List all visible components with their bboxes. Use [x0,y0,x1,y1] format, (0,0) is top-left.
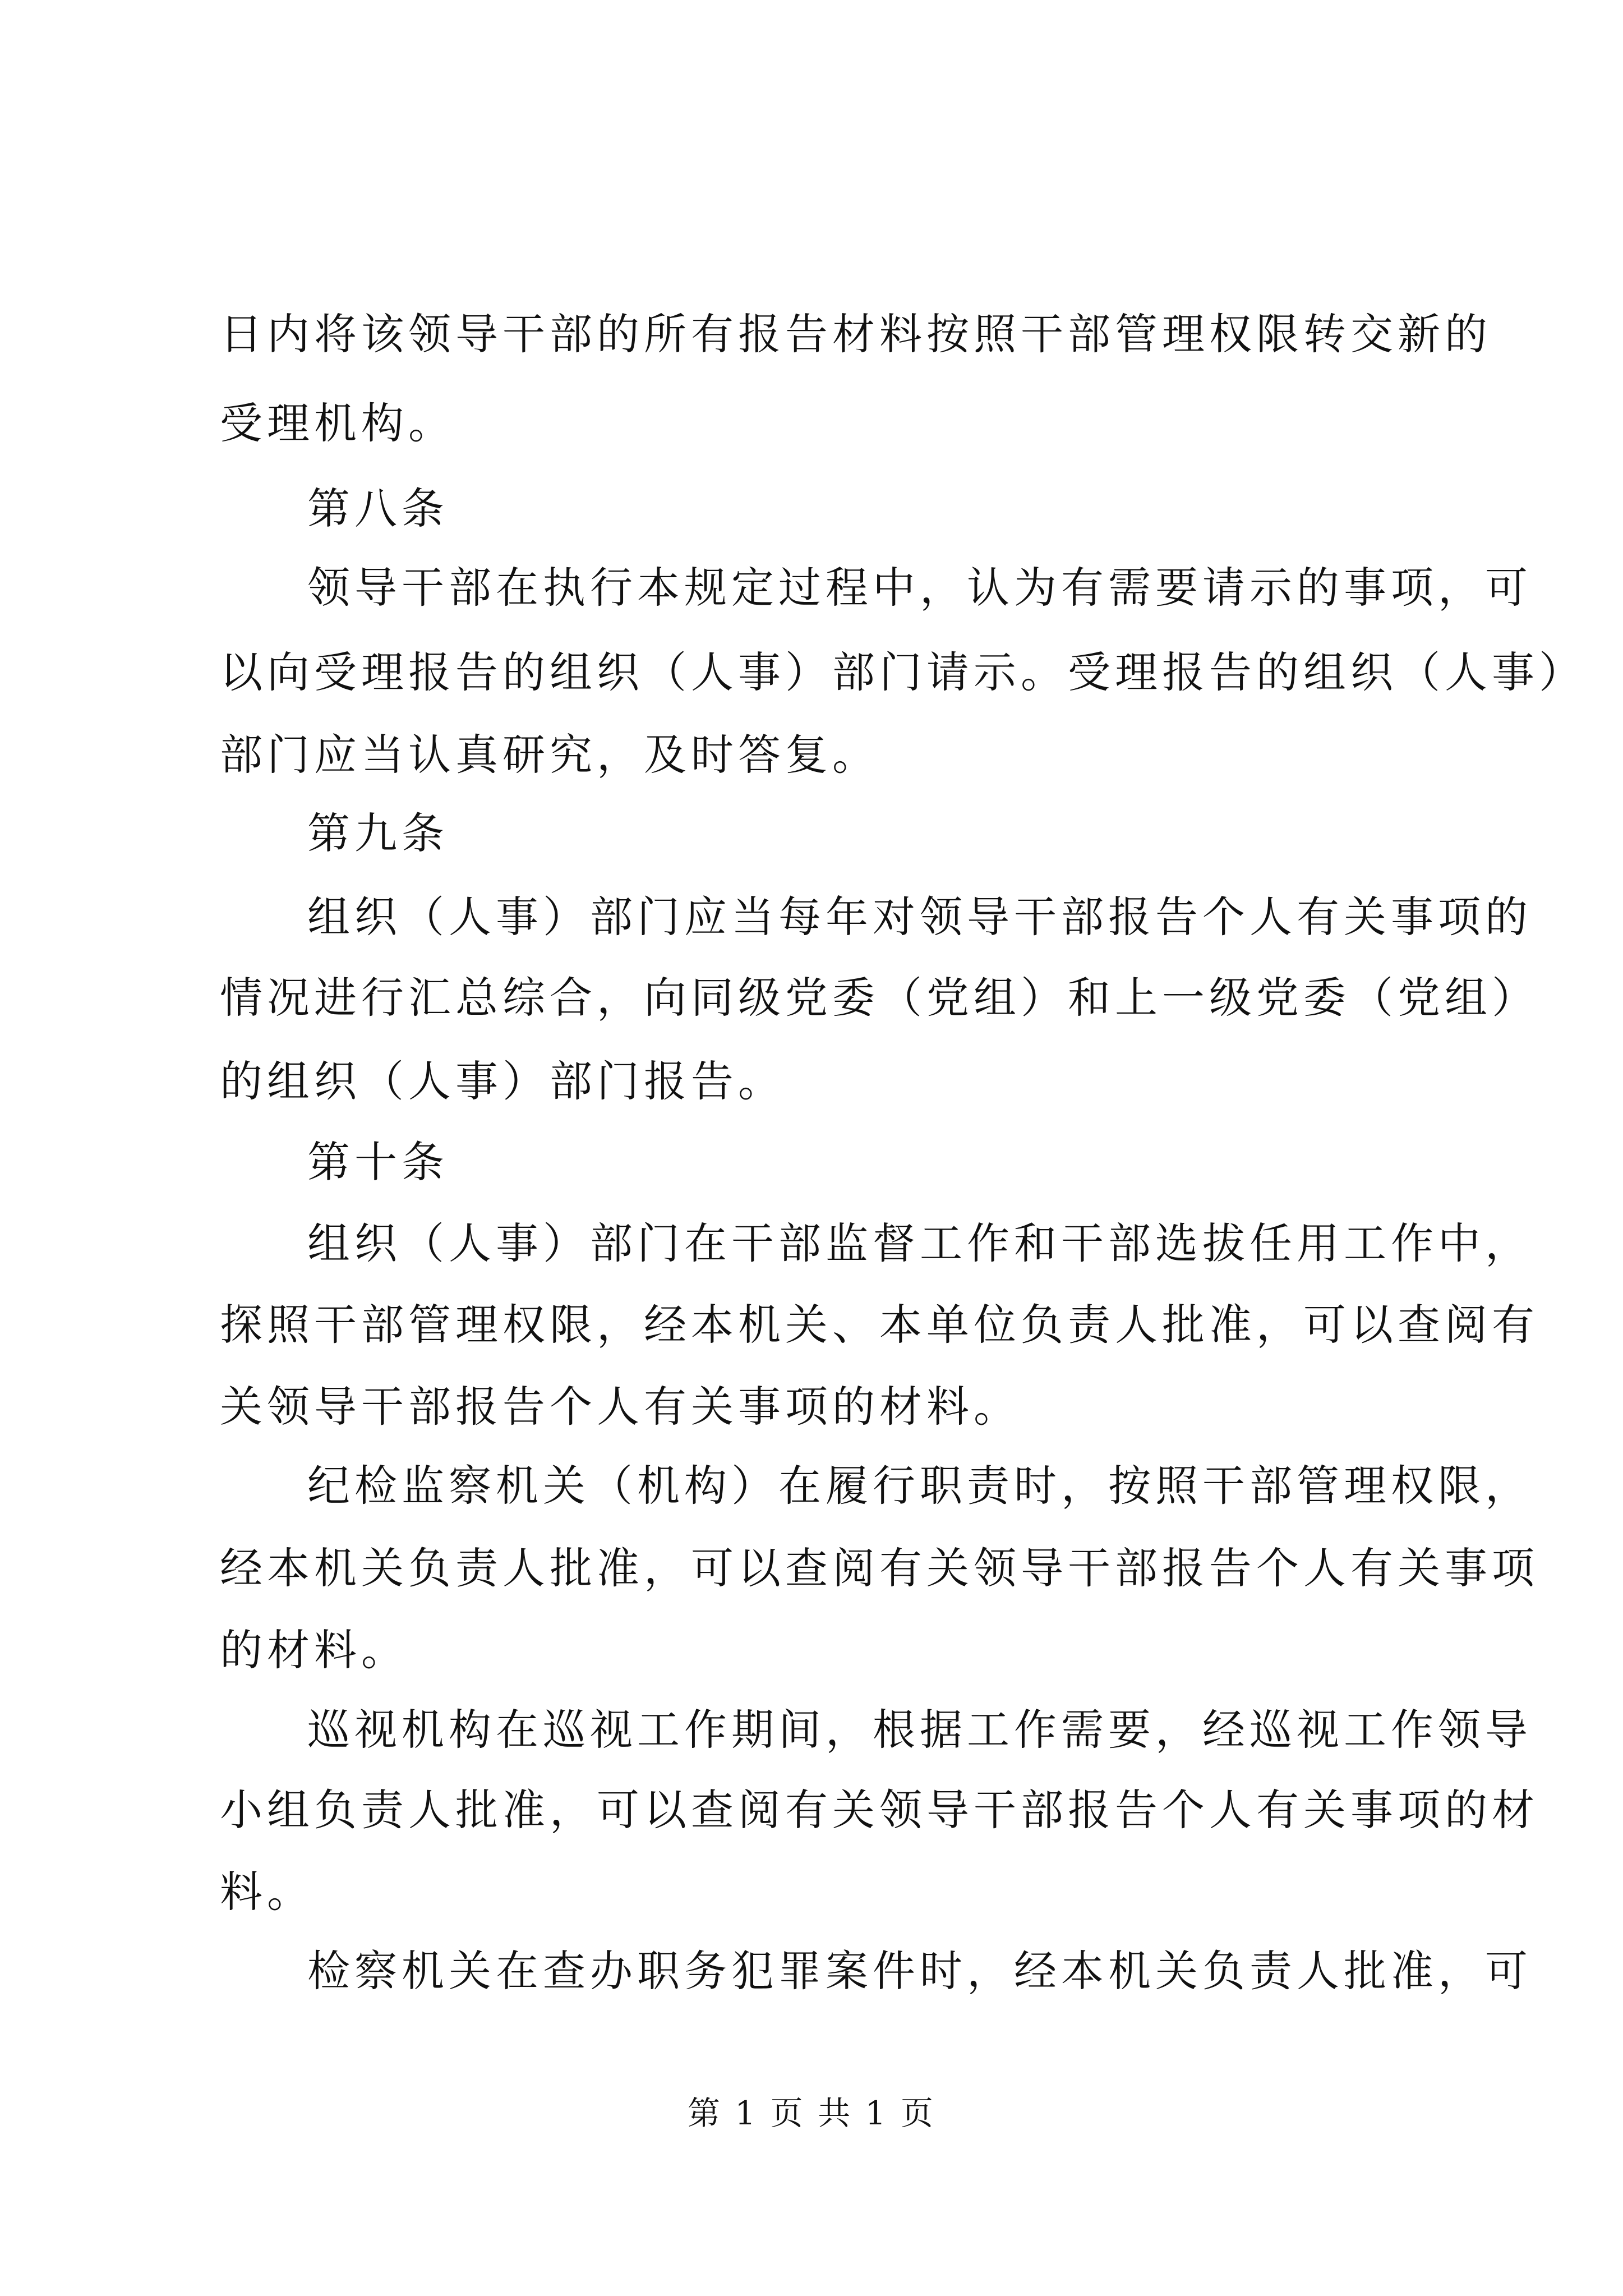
text-line: 受理机构。 [220,398,455,448]
text-line: 组织（人事）部门应当每年对领导干部报告个人有关事项的 [307,892,1532,942]
page-number-footer: 第 1 页 共 1 页 [688,2094,935,2132]
text-line: 巡视机构在巡视工作期间，根据工作需要，经巡视工作领导 [307,1705,1532,1755]
article-heading: 第八条 [307,484,449,533]
text-line: 部门应当认真研究，及时答复。 [220,730,879,780]
text-line: 组织（人事）部门在干部监督工作和干部选拔任用工作中， [307,1218,1532,1268]
text-line: 情况进行汇总综合，向同级党委（党组）和上一级党委（党组） [220,973,1539,1023]
text-line: 的组织（人事）部门报告。 [220,1056,785,1106]
text-line: 纪检监察机关（机构）在履行职责时，按照干部管理权限， [307,1461,1532,1511]
text-line: 小组负责人批准，可以查阅有关领导干部报告个人有关事项的材 [220,1785,1539,1835]
text-line: 领导干部在执行本规定过程中，认为有需要请示的事项，可 [307,563,1532,613]
text-line: 经本机关负责人批准，可以查阅有关领导干部报告个人有关事项 [220,1543,1539,1593]
text-line: 料。 [220,1867,314,1917]
article-heading: 第九条 [307,808,449,858]
text-line: 日内将该领导干部的所有报告材料按照干部管理权限转交新的 [220,309,1492,359]
text-line: 关领导干部报告个人有关事项的材料。 [220,1382,1021,1432]
text-line: 探照干部管理权限，经本机关、本单位负责人批准，可以查阅有 [220,1300,1539,1350]
text-line: 以向受理报告的组织（人事）部门请示。受理报告的组织（人事） [220,647,1586,697]
article-heading: 第十条 [307,1137,449,1187]
text-line: 的材料。 [220,1625,408,1675]
text-line: 检察机关在查办职务犯罪案件时，经本机关负责人批准，可 [307,1946,1532,1996]
